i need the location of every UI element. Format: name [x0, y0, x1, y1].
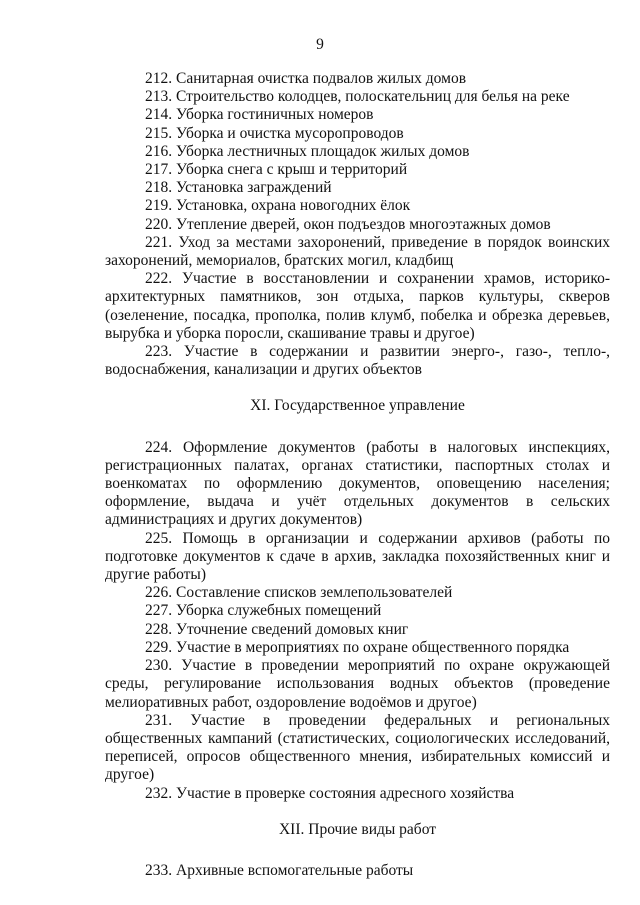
list-item: 217. Уборка снега с крыш и территорий [145, 161, 408, 179]
list-item: 225. Помощь в организации и содержании архивов (работы по подготовке документов к сдаче в архив, закладка похозяйственных книг и другие работы) [105, 529, 610, 584]
list-item: 220. Утепление дверей, окон подъездов многоэтажных домов [145, 215, 551, 233]
list-item: 224. Оформление документов (работы в налоговых инспекциях, регистрационных палатах, органах статистики, паспортных столах и военкоматах по оформлению документов, оповещению населения; оформление, выдача и учёт отдельных документов в сельских администрациях и других документов) [105, 438, 610, 529]
list-item: 228. Уточнение сведений домовых книг [145, 620, 409, 638]
list-item: 227. Уборка служебных помещений [145, 602, 382, 620]
list-item: 223. Участие в содержании и развитии энерго-, газо-, тепло-, водоснабжения, канализации и других объектов [105, 343, 610, 379]
list-item: 218. Установка заграждений [145, 179, 332, 197]
list-item: 215. Уборка и очистка мусоропроводов [145, 124, 404, 142]
list-item: 226. Составление списков землепользователей [145, 584, 453, 602]
section-heading: XII. Прочие виды работ [278, 820, 437, 838]
list-item: 214. Уборка гостиничных номеров [145, 106, 374, 124]
list-item: 230. Участие в проведении мероприятий по охране окружающей среды, регулирование использования водных объектов (проведение мелиоративных работ, оздоровление водоёмов и другое) [105, 657, 610, 711]
list-item: 233. Архивные вспомогательные работы [145, 861, 414, 879]
list-item: 222. Участие в восстановлении и сохранении храмов, историко-архитектурных памятников, зон отдыха, парков культуры, скверов (озеленение, посадка, прополка, полив клумб, побелка и обрезка деревьев, вырубка и уборка поросли, скашивание травы и другое) [105, 270, 610, 342]
page-number: 9 [316, 36, 324, 53]
list-item: 216. Уборка лестничных площадок жилых домов [145, 142, 470, 160]
list-item: 231. Участие в проведении федеральных и региональных общественных кампаний (статистических, социологических исследований, переписей, опросов общественного мнения, избирательных комиссий и другое) [105, 711, 610, 784]
list-item: 229. Участие в мероприятиях по охране общественного порядка [145, 638, 570, 656]
list-item: 232. Участие в проверке состояния адресного хозяйства [145, 784, 515, 802]
list-item: 213. Строительство колодцев, полоскательниц для белья на реке [145, 88, 570, 106]
list-item: 212. Санитарная очистка подвалов жилых домов [145, 70, 467, 87]
section-heading: XI. Государственное управление [250, 397, 465, 415]
list-item: 221. Уход за местами захоронений, приведение в порядок воинских захоронений, мемориалов, братских могил, кладбищ [105, 233, 610, 270]
document-body [105, 70, 610, 880]
list-item: 219. Установка, охрана новогодних ёлок [145, 197, 411, 215]
